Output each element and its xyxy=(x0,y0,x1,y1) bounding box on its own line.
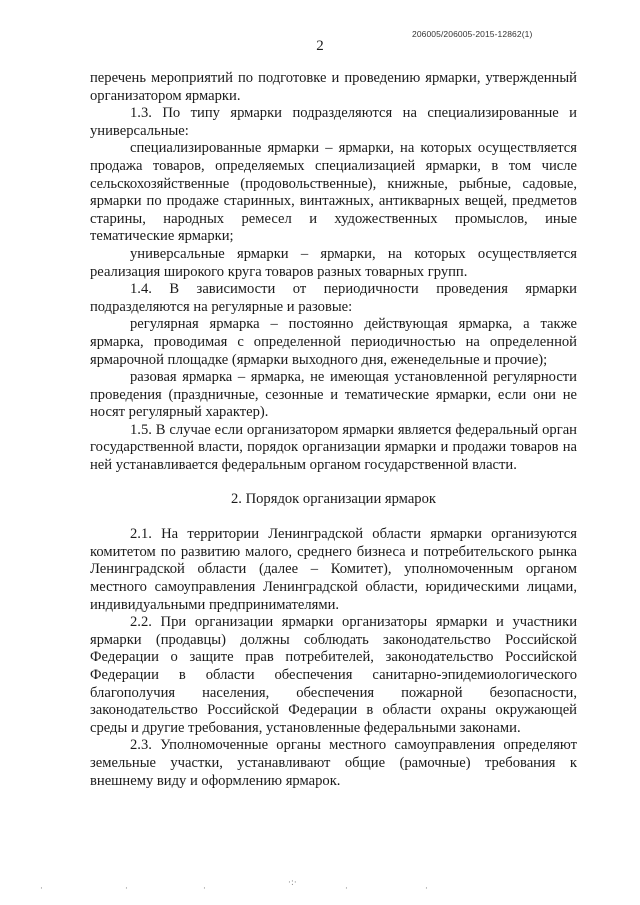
paragraph: 1.4. В зависимости от периодичности проведения ярмарки подразделяются на регулярные и разовые: xyxy=(90,281,577,315)
document-code: 206005/206005-2015-12862(1) xyxy=(412,29,533,39)
paragraph: 2.3. Уполномоченные органы местного самоуправления определяют земельные участки, устанавливают общие (рамочные) требования к внешнему виду и оформлению ярмарок. xyxy=(90,737,577,789)
paragraph: 1.5. В случае если организатором ярмарки является федеральный орган государственной власти, порядок организации ярмарки и продажи товаров на ней устанавливается федеральным органом государственной власти. xyxy=(90,421,577,474)
paragraph: 2.2. При организации ярмарки организаторы ярмарки и участники ярмарки (продавцы) должны соблюдать законодательство Российской Федерации о защите прав потребителей, законодательство Российской Федерации в области обеспечения санитарно-эпидемиологического благополучия населения, обеспечения пожарной безопасности, законодательство Российской Федерации в области охраны окружающей среды и другие требования, установленные федеральными законами. xyxy=(90,614,577,736)
page-number: 2 xyxy=(316,38,324,54)
scan-speck: · xyxy=(203,884,206,894)
scan-speck: · xyxy=(425,884,428,894)
paragraph: разовая ярмарка – ярмарка, не имеющая установленной регулярности проведения (праздничные, сезонные и тематические ярмарки, если они не носят регулярный характер). xyxy=(90,369,577,421)
scan-speck: · xyxy=(125,884,128,894)
section-heading: 2. Порядок организации ярмарок xyxy=(231,490,436,507)
document-body xyxy=(90,70,577,790)
scan-speck: ·:· xyxy=(288,878,297,888)
paragraph: 1.3. По типу ярмарки подразделяются на специализированные и универсальные: xyxy=(90,105,577,139)
paragraph: регулярная ярмарка – постоянно действующая ярмарка, а также ярмарка, проводимая с определенной периодичностью на определенной ярмарочной площадке (ярмарки выходного дня, еженедельные и прочие); xyxy=(90,316,577,368)
scan-speck: · xyxy=(345,884,348,894)
paragraph: специализированные ярмарки – ярмарки, на которых осуществляется продажа товаров, определяемых специализацией ярмарки, в том числе сельскохозяйственные (продовольственные), книжные, рыбные, садовые, ярмарки по продаже старинных, винтажных, антикварных вещей, предметов старины, народных ремесел и художественных промыслов, иные тематические ярмарки; xyxy=(90,140,577,245)
paragraph: 2.1. На территории Ленинградской области ярмарки организуются комитетом по развитию малого, среднего бизнеса и потребительского рынка Ленинградской области (далее – Комитет), уполномоченным органом местного самоуправления Ленинградской области, юридическими лицами, индивидуальными предпринимателями. xyxy=(90,526,577,613)
paragraph: перечень мероприятий по подготовке и проведению ярмарки, утвержденный организатором ярмарки. xyxy=(90,70,577,104)
scan-speck: · xyxy=(40,884,43,894)
paragraph: универсальные ярмарки – ярмарки, на которых осуществляется реализация широкого круга товаров разных товарных групп. xyxy=(90,245,577,280)
